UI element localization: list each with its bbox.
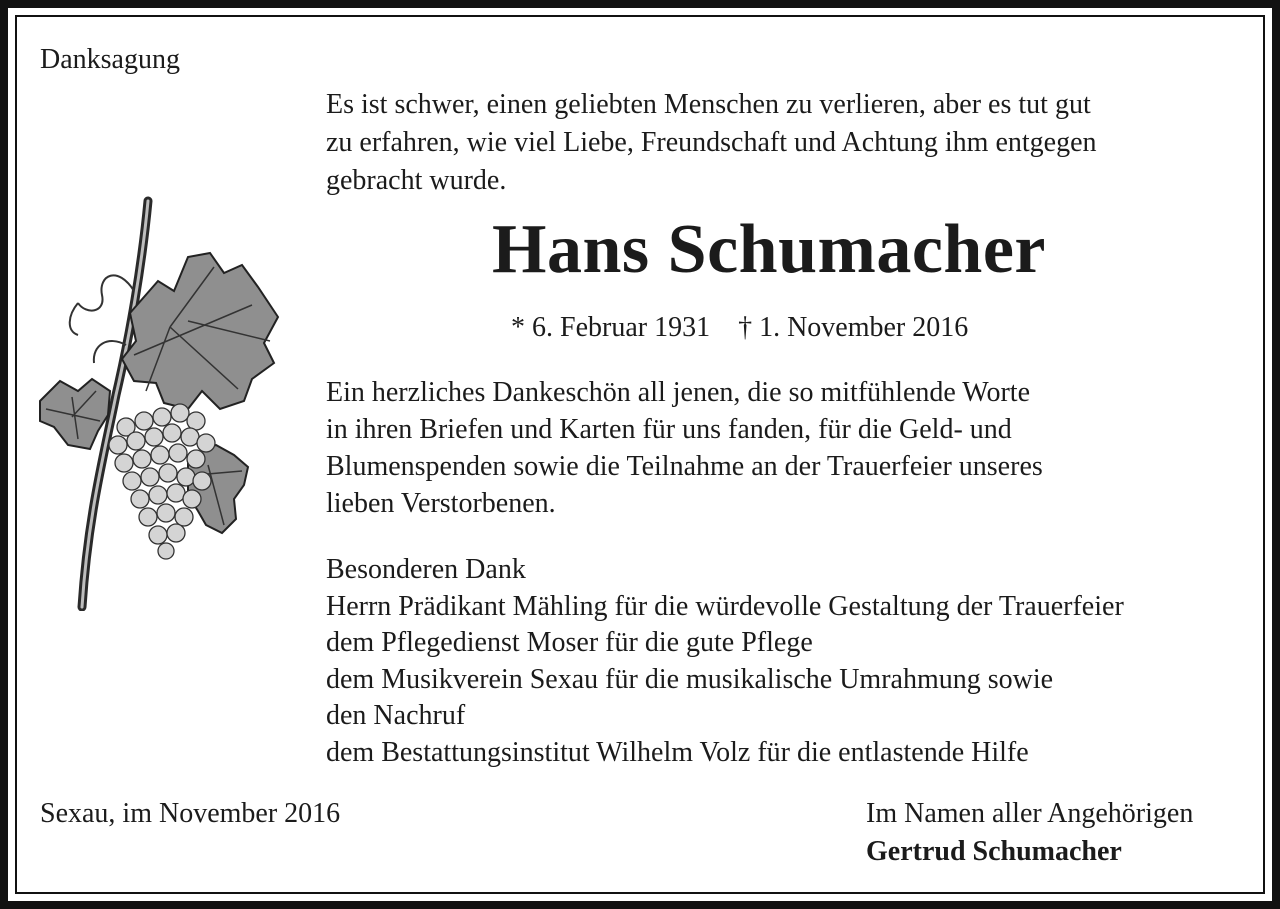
special-thanks-line: dem Musikverein Sexau für die musikalische Umrahmung sowie [326,663,1054,695]
special-thanks [326,552,1124,771]
grapevine-illustration [38,195,282,611]
thanks-line: Ein herzliches Dankeschön all jenen, die so mitfühlende Worte [326,377,1031,408]
special-thanks-title: Besonderen Dank [326,554,526,585]
special-thanks-line: dem Pflegedienst Moser für die gute Pflege [326,627,813,658]
intro-text [326,86,1097,200]
signer-name: Gertrud Schumacher [866,836,1122,867]
thanks-line: in ihren Briefen und Karten für uns fanden, für die Geld- und [326,414,1012,445]
intro-line: Es ist schwer, einen geliebten Menschen zu verlieren, aber es tut gut [326,89,1091,120]
thanks-line: lieben Verstorbenen. [326,488,556,519]
thanks-text [326,374,1043,522]
life-dates [511,310,968,346]
heading: Danksagung [40,44,180,75]
intro-line: gebracht wurde. [326,165,507,196]
death-date: † 1. November 2016 [738,312,969,343]
deceased-name: Hans Schumacher [492,211,1046,288]
special-thanks-line: dem Bestattungsinstitut Wilhelm Volz für die entlastende Hilfe [326,736,1029,768]
intro-line: zu erfahren, wie viel Liebe, Freundschaft und Achtung ihm entgegen [326,127,1097,158]
thanks-line: Blumenspenden sowie die Teilnahme an der Trauerfeier unseres [326,451,1043,482]
birth-date: * 6. Februar 1931 [511,312,711,343]
place-date: Sexau, im November 2016 [40,798,341,829]
special-thanks-line: Herrn Prädikant Mähling für die würdevolle Gestaltung der Trauerfeier [326,590,1124,622]
special-thanks-line: den Nachruf [326,700,466,731]
on-behalf-text: Im Namen aller Angehörigen [866,798,1194,829]
